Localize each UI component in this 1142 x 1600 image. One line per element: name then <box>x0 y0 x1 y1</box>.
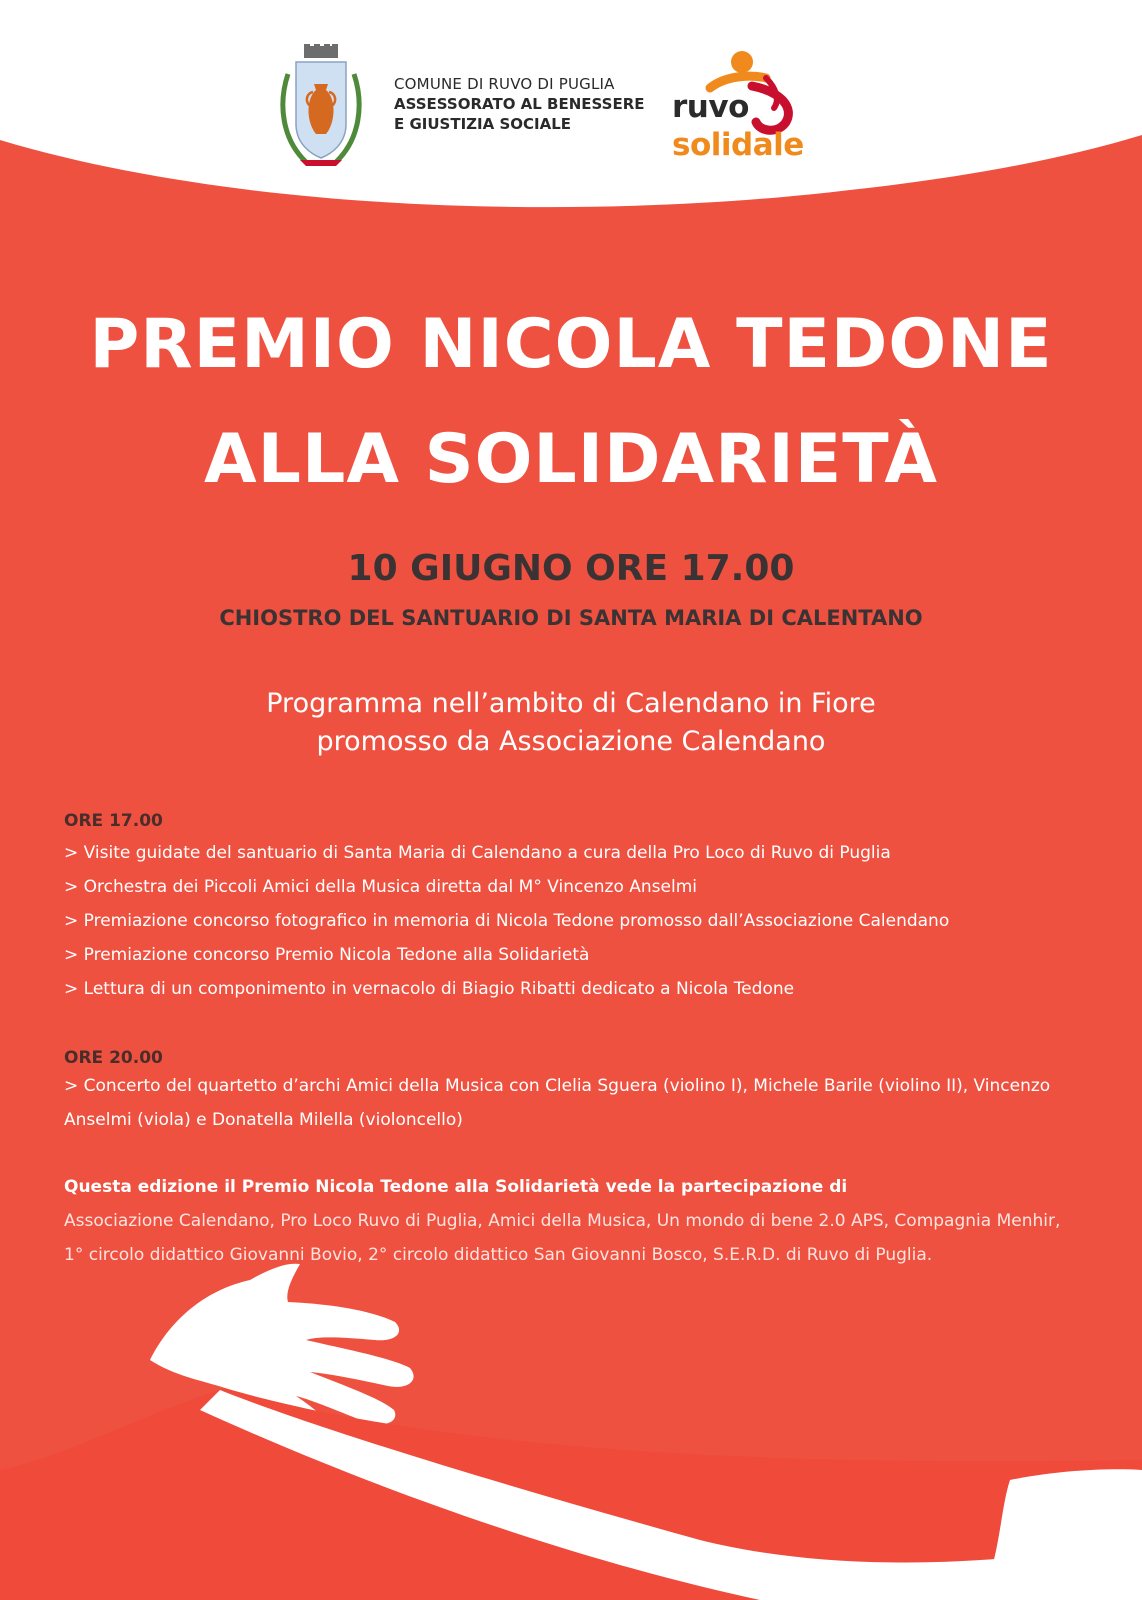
municipality-heading <box>394 74 645 134</box>
schedule-block-1700 <box>64 810 1084 1006</box>
schedule-time: ORE 20.00 <box>64 1048 163 1068</box>
municipal-coat-of-arms-icon <box>276 44 366 174</box>
municipality-name: COMUNE DI RUVO DI PUGLIA <box>394 75 615 93</box>
department-line-1: ASSESSORATO AL BENESSERE <box>394 95 645 113</box>
embracing-hands-icon <box>0 1240 1142 1600</box>
event-location: CHIOSTRO DEL SANTUARIO DI SANTA MARIA DI CALENTANO <box>219 606 923 630</box>
event-date-time: 10 GIUGNO ORE 17.00 <box>347 548 795 589</box>
partners-list: Associazione Calendano, Pro Loco Ruvo di Puglia, Amici della Musica, Un mondo di bene 2.0 APS, Compagnia Menhir, 1° circolo didattico Giovanni Bovio, 2° circolo didattico San Giovanni Bosco, S.E.R.D. di Ruvo di Puglia. <box>64 1211 1061 1265</box>
program-line-1: Programma nell’ambito di Calendano in Fiore <box>266 688 876 719</box>
schedule-item: > Premiazione concorso Premio Nicola Tedone alla Solidarietà <box>64 945 590 965</box>
partners-intro: Questa edizione il Premio Nicola Tedone alla Solidarietà vede la partecipazione di <box>64 1177 848 1197</box>
logo-word-solidale: solidale <box>672 127 804 163</box>
schedule-item: > Orchestra dei Piccoli Amici della Musica diretta dal M° Vincenzo Anselmi <box>64 877 698 897</box>
program-line-2: promosso da Associazione Calendano <box>316 726 826 757</box>
schedule-time: ORE 17.00 <box>64 811 163 831</box>
schedule-item: > Concerto del quartetto d’archi Amici della Musica con Clelia Sguera (violino I), Michele Barile (violino II), Vincenzo Anselmi (viola) e Donatella Milella (violoncello) <box>64 1076 1051 1130</box>
main-title-line-2: ALLA SOLIDARIETÀ <box>204 420 938 499</box>
logo-word-ruvo: ruvo <box>672 89 749 125</box>
schedule-item: > Premiazione concorso fotografico in memoria di Nicola Tedone promosso dall’Associazione Calendano <box>64 911 950 931</box>
program-subtitle <box>0 685 1142 761</box>
schedule-item: > Visite guidate del santuario di Santa Maria di Calendano a cura della Pro Loco di Ruvo di Puglia <box>64 843 891 863</box>
department-line-2: E GIUSTIZIA SOCIALE <box>394 115 572 133</box>
schedule-item: > Lettura di un componimento in vernacolo di Biagio Ribatti dedicato a Nicola Tedone <box>64 979 795 999</box>
main-title-line-1: PREMIO NICOLA TEDONE <box>89 305 1053 384</box>
schedule-block-2000 <box>64 1047 1084 1137</box>
